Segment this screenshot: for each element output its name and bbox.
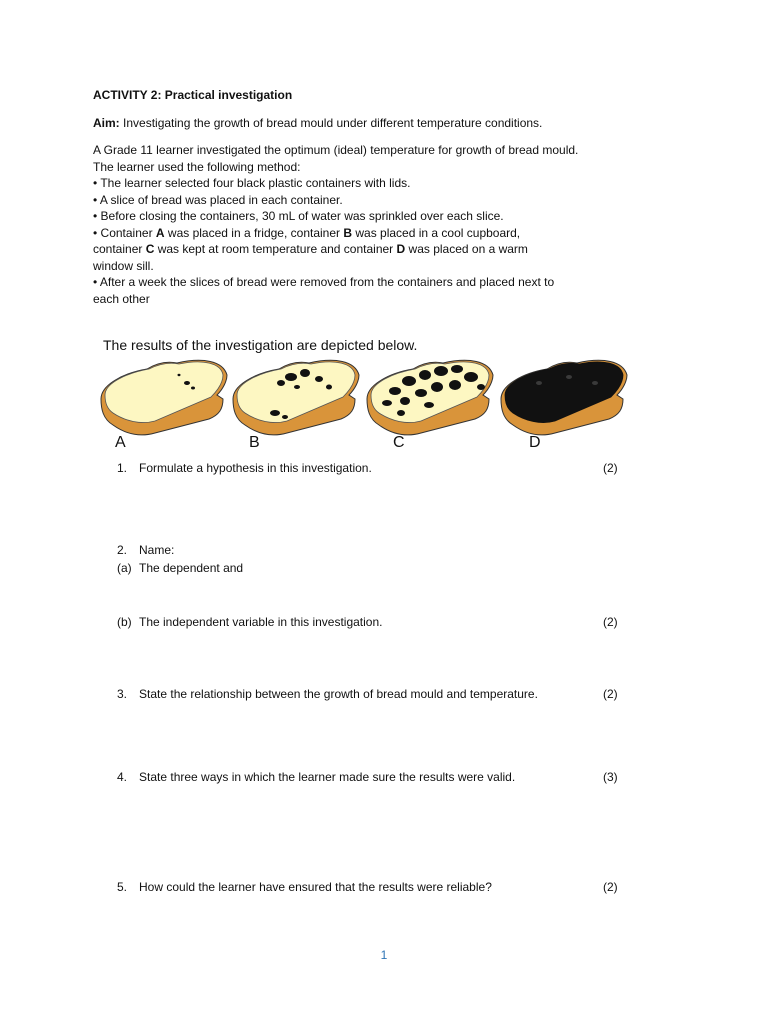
aim-text: Investigating the growth of bread mould under different temperature conditions. — [123, 116, 543, 130]
label-a: A — [115, 434, 126, 451]
label-d: D — [529, 434, 541, 451]
results-figure — [93, 333, 676, 460]
page-number: 1 — [380, 948, 388, 962]
label-c: C — [393, 434, 405, 451]
aim-line — [93, 115, 542, 132]
intro-paragraph: A Grade 11 learner investigated the optimum (ideal) temperature for growth of bread mould. — [93, 143, 579, 157]
bread-slice-a — [101, 360, 227, 435]
method-bullet: • The learner selected four black plastic containers with lids. — [93, 176, 411, 190]
figure-caption: The results of the investigation are depicted below. — [103, 337, 418, 353]
intro-block — [93, 142, 613, 307]
bread-slices-image — [93, 333, 676, 460]
method-intro: The learner used the following method: — [93, 159, 301, 174]
aim-label: Aim: — [93, 116, 120, 130]
bread-slice-b — [233, 360, 359, 435]
method-bullet: • Before closing the containers, 30 mL of water was sprinkled over each slice. — [93, 209, 504, 223]
bread-slice-c — [367, 360, 493, 435]
activity-title: ACTIVITY 2: Practical investigation — [93, 88, 293, 102]
method-bullet: • Container A was placed in a fridge, container B was placed in a cool cupboard, container C was kept at room temperature and container D was placed on a warm window sill. — [93, 225, 528, 273]
bread-slice-d — [501, 360, 627, 435]
method-bullet: • After a week the slices of bread were removed from the containers and placed next to each other — [93, 275, 555, 306]
label-b: B — [249, 434, 260, 451]
method-bullet: • A slice of bread was placed in each container. — [93, 192, 343, 207]
